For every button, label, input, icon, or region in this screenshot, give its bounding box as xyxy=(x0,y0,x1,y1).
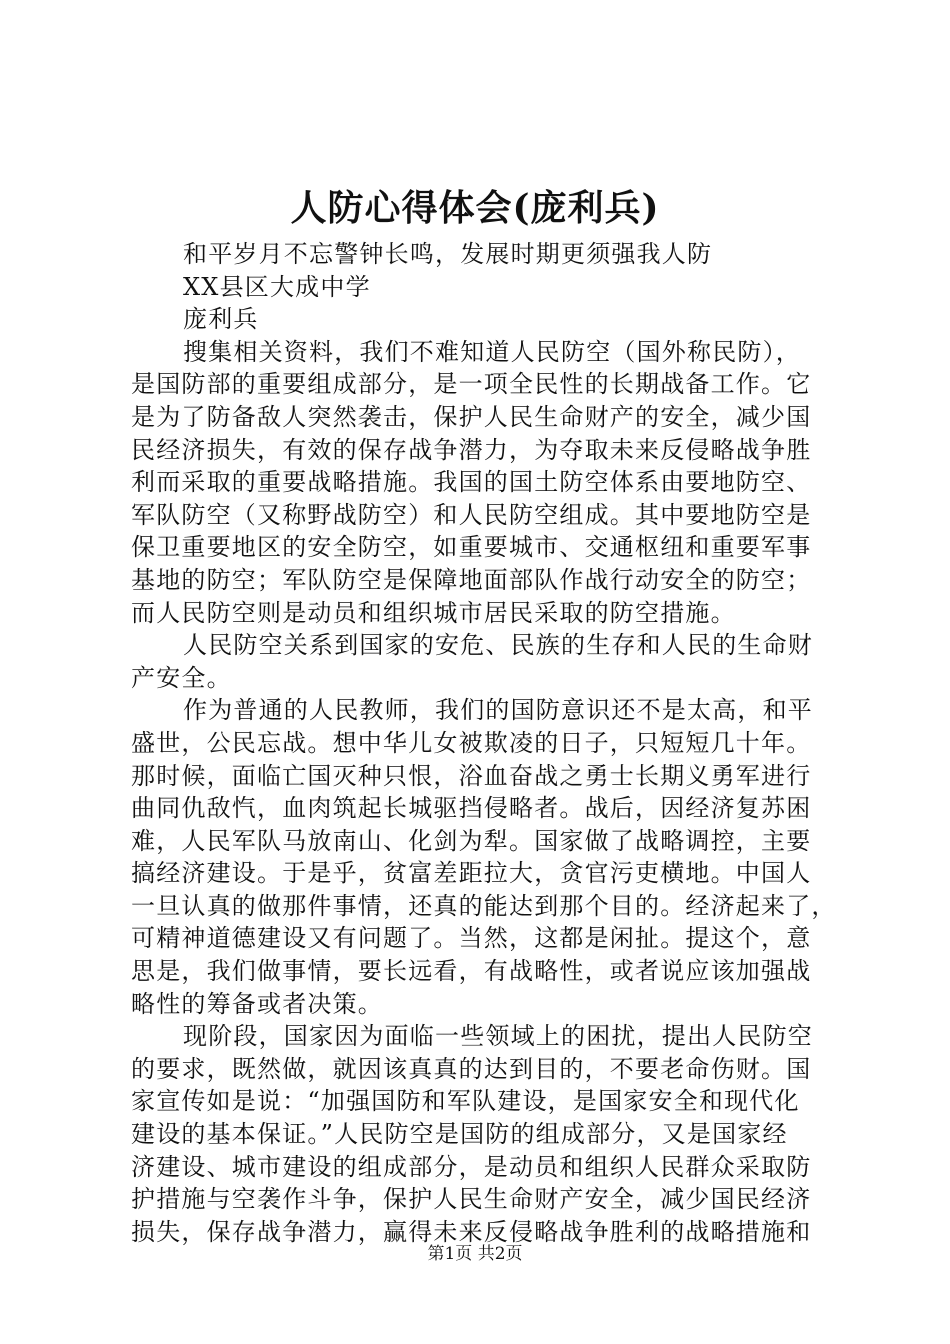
school-line: XX县区大成中学 xyxy=(183,272,371,301)
body-line: 搞经济建设。于是乎，贫富差距拉大，贪官污吏横地。中国人 xyxy=(131,859,812,888)
body-line: 那时候，面临亡国灭种只恨，浴血奋战之勇士长期义勇军进行 xyxy=(131,761,812,790)
body-line: 护措施与空袭作斗争，保护人民生命财产安全，减少国民经济 xyxy=(131,1185,812,1214)
body-line: 略性的筹备或者决策。 xyxy=(131,989,383,1018)
body-line: 建设的基本保证。”人民防空是国防的组成部分，又是国家经 xyxy=(131,1120,788,1149)
document-body xyxy=(131,238,837,1248)
body-line: 曲同仇敌忾，血肉筑起长城驱挡侵略者。战后，因经济复苏困 xyxy=(131,794,812,823)
page-footer: 第1页 共2页 xyxy=(427,1244,523,1264)
body-line: 损失，保存战争潜力，赢得未来反侵略战争胜利的战略措施和 xyxy=(131,1217,812,1246)
body-line: 搜集相关资料，我们不难知道人民防空（国外称民防）， xyxy=(183,337,801,366)
subtitle-line: 和平岁月不忘警钟长鸣，发展时期更须强我人防 xyxy=(183,240,713,268)
body-line: 现阶段，国家因为面临一些领域上的困扰，提出人民防空 xyxy=(183,1022,813,1051)
body-line: 难，人民军队马放南山、化剑为犁。国家做了战略调控，主要 xyxy=(131,826,812,855)
body-line: 盛世，公民忘战。想中华儿女被欺凌的日子，只短短几十年。 xyxy=(131,728,812,757)
body-line: 是国防部的重要组成部分，是一项全民性的长期战备工作。它 xyxy=(131,370,812,399)
body-line: 基地的防空；军队防空是保障地面部队作战行动安全的防空； xyxy=(131,565,812,594)
body-line: 保卫重要地区的安全防空，如重要城市、交通枢纽和重要军事 xyxy=(131,533,812,562)
body-line: 思是，我们做事情，要长远看，有战略性，或者说应该加强战 xyxy=(131,957,812,986)
body-line: 济建设、城市建设的组成部分，是动员和组织人民群众采取防 xyxy=(131,1152,812,1181)
document-title: 人防心得体会(庞利兵) xyxy=(290,187,660,229)
body-line: 的要求，既然做，就因该真真的达到目的，不要老命伤财。国 xyxy=(131,1054,812,1083)
body-line: 而人民防空则是动员和组织城市居民采取的防空措施。 xyxy=(131,598,736,627)
body-line: 军队防空（又称野战防空）和人民防空组成。其中要地防空是 xyxy=(131,500,812,529)
body-line: 人民防空关系到国家的安危、民族的生存和人民的生命财 xyxy=(183,631,813,660)
body-line: 民经济损失，有效的保存战争潜力，为夺取未来反侵略战争胜 xyxy=(131,435,812,464)
body-line: 是为了防备敌人突然袭击，保护人民生命财产的安全，减少国 xyxy=(131,402,812,431)
body-line: 可精神道德建设又有问题了。当然，这都是闲扯。提这个，意 xyxy=(131,924,812,953)
body-line: 利而采取的重要战略措施。我国的国土防空体系由要地防空、 xyxy=(131,468,812,497)
body-paragraphs xyxy=(131,336,837,1249)
body-line: 家宣传如是说：“加强国防和军队建设，是国家安全和现代化 xyxy=(131,1087,800,1116)
author-line: 庞利兵 xyxy=(183,305,259,334)
body-line: 产安全。 xyxy=(131,663,232,692)
body-line: 一旦认真的做那件事情，还真的能达到那个目的。经济起来了， xyxy=(131,891,837,920)
body-line: 作为普通的人民教师，我们的国防意识还不是太高，和平 xyxy=(183,696,813,725)
